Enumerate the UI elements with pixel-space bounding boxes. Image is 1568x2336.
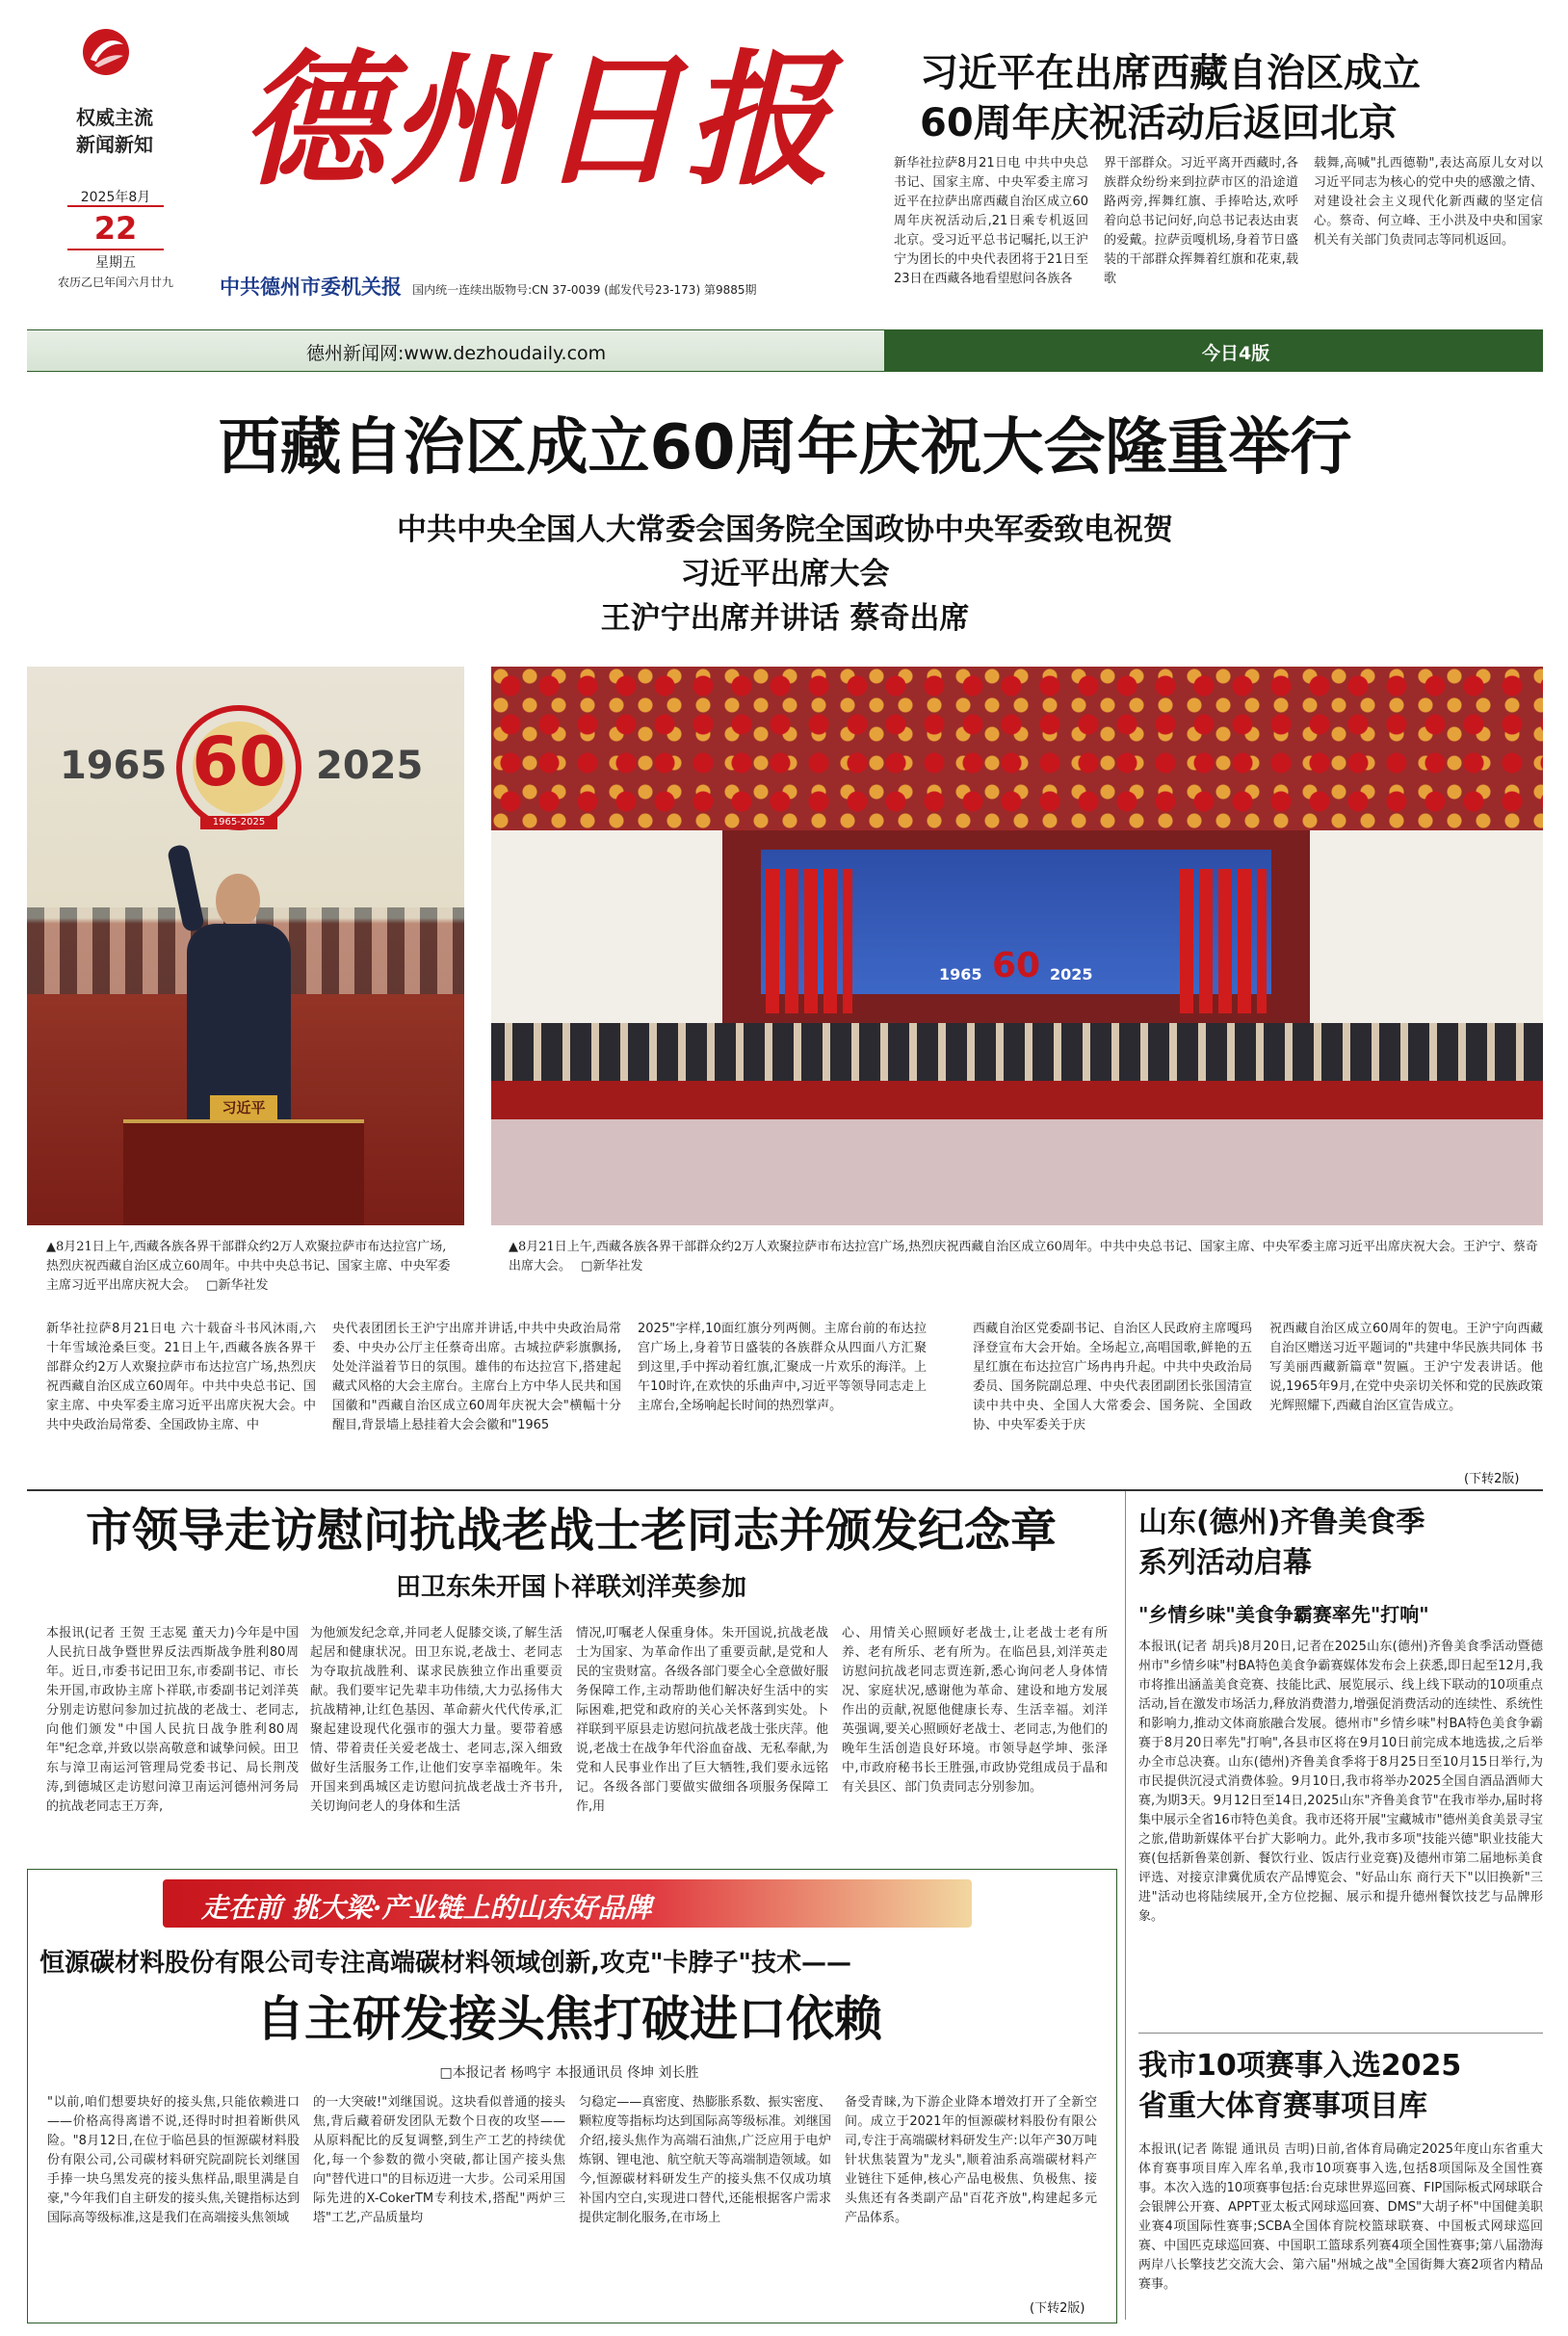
photo1-logo-years: 1965-2025 (212, 817, 266, 827)
lead-headline: 西藏自治区成立60周年庆祝大会隆重举行 (218, 412, 1352, 484)
website-band (27, 329, 1543, 372)
newspaper-logo-icon (81, 27, 131, 77)
lunar-date: 农历乙巳年闰六月廿九 (58, 276, 174, 289)
industry-col3: 匀稳定——真密度、热膨胀系数、振实密度、颗粒度等指标均达到国际高等级标准。刘继国介绍,接头焦作为高端石油焦,广泛应用于电炉炼钢、锂电池、航空航天等高端制造领域。如今,恒源碳材料研发生产的接头焦不仅成功填补国内空白,实现进口替代,还能根据客户需求提供定制化服务,在市场上 (579, 2095, 831, 2225)
lead-photo-speaker (27, 667, 464, 1225)
photo2-caption: ▲8月21日上午,西藏各族各界干部群众约2万人欢聚拉萨市布达拉宫广场,热烈庆祝西藏自治区成立60周年。中共中央总书记、国家主席、中央军委主席习近平出席庆祝大会。王沪宁、蔡奇出席大会。 (509, 1240, 1538, 1273)
industry-continued: (下转2版) (1030, 2301, 1085, 2316)
lead-photo-stage (491, 667, 1543, 1225)
veterans-subhead: 田卫东朱开国卜祥联刘洋英参加 (395, 1573, 746, 1602)
photo1-credit: □新华社发 (206, 1278, 269, 1293)
photo2-logo-number: 60 (992, 946, 1041, 985)
food-subhead: "乡情乡味"美食争霸赛率先"打响" (1138, 1603, 1429, 1626)
lead-body-col4: 西藏自治区党委副书记、自治区人民政府主席嘎玛泽登宣布大会开始。全场起立,高唱国歌,鲜艳的五星红旗在布达拉宫广场冉冉升起。中共中央政治局委员、国务院副总理、中央代表团副团长张国清宣读中共中央、全国人大常委会、国务院、全国政协、中央军委关于庆 (973, 1322, 1252, 1432)
industry-col2: 的一大突破!"刘继国说。这块看似普通的接头焦,背后藏着研发团队无数个日夜的攻坚——从原料配比的反复调整,到生产工艺的持续优化,每一个参数的微小突破,都让国产接头焦向"替代进口"的目标迈进一大步。公司采用国际先进的X-CokerTM专利技术,搭配"两炉三塔"工艺,产品质量均 (313, 2095, 565, 2225)
date-day: 22 (93, 210, 138, 247)
lead-subhead1: 中共中央全国人大常委会国务院全国政协中央军委致电祝贺 (397, 512, 1173, 547)
anniversary-logo-icon (171, 696, 306, 840)
food-body: 本报讯(记者 胡兵)8月20日,记者在2025山东(德州)齐鲁美食季活动暨德州市"乡情乡味"村BA特色美食争霸赛媒体发布会上获悉,即日起至12月,我市将推出涵盖美食竞赛、技能比武、展览展示、线上线下联动的10项重点活动,旨在激发市场活力,释放消费潜力,增强促消费活动的连续性、系统性和影响力,推动文体商旅融合发展。德州市"乡情乡味"村BA特色美食争霸赛于8月20日率先"打响",各县市区将在9月10日前完成本地选拔,之后举办全市总决赛。山东(德州)齐鲁美食季将于8月25日至10月15日举行,为市民提供沉浸式消费体验。9月10日,我市将举办2025全国自酒品酒师大赛,为期3天。9月12日至14日,2025山东"齐鲁美食节"在我市举办,届时将集中展示全省16市特色美食。我市还将开展"宝藏城市"德州美食美景寻宝之旅,借助新媒体平台扩大影响力。此外,我市多项"技能兴德"职业技能大赛(包括新鲁菜创新、餐饮行业、饭店行业竞赛)及德州市第二届地标美食评选、对接京津冀优质农产品博览会、"好品山东 商行天下"以旧换新"三进"活动也将陆续展开,全方位挖掘、展示和提升德州餐饮技艺与品牌形象。 (1138, 1640, 1543, 1924)
veterans-col2: 为他颁发纪念章,并同老人促膝交谈,了解生活起居和健康状况。田卫东说,老战士、老同志为夺取抗战胜利、谋求民族独立作出重要贡献。我们要牢记先辈丰功伟绩,大力弘扬伟大抗战精神,让红色基因、革命薪火代代传承,汇聚起建设现代化强市的强大力量。要带着感情、带着责任关爱老战士、老同志,深入细致做好生活服务工作,让他们安享幸福晚年。朱开国来到禹城区走访慰问抗战老战士齐书升,关切询问老人的身体和生活 (310, 1626, 562, 1814)
food-headline-line2: 系列活动启幕 (1138, 1546, 1312, 1580)
lead-body-col2: 央代表团团长王沪宁出席并讲话,中共中央政治局常委、中央办公厅主任蔡奇出席。古城拉萨彩旗飘扬,处处洋溢着节日的氛围。雄伟的布达拉宫下,搭建起藏式风格的大会主席台。主席台上方中华人民共和国国徽和"西藏自治区成立60周年庆祝大会"横幅十分醒目,背景墙上悬挂着大会会徽和"1965 (332, 1322, 621, 1432)
sports-headline-line1: 我市10项赛事入选2025 (1138, 2049, 1462, 2083)
publisher-name: 中共德州市委机关报 (220, 276, 402, 299)
speaker-nameplate: 习近平 (210, 1095, 277, 1120)
industry-byline: □本报记者 杨鸣宇 本报通讯员 佟坤 刘长胜 (439, 2065, 699, 2081)
lead-subhead2: 习近平出席大会 (680, 557, 890, 591)
industry-col1: "以前,咱们想要块好的接头焦,只能依赖进口——价格高得离谱不说,还得时时担着断供风险。"8月12日,在位于临邑县的恒源碳材料股份有限公司,公司碳材料研究院副院长刘继国手捧一块乌黑发亮的接头焦样品,眼里满是自豪,"今年我们自主研发的接头焦,关键指标达到国际高等级标准,这是我们在高端接头焦领域 (47, 2095, 300, 2225)
top-story-col1: 新华社拉萨8月21日电 中共中央总书记、国家主席、中央军委主席习近平在拉萨出席西藏自治区成立60周年庆祝活动后,21日乘专机返回北京。受习近平总书记嘱托,以王沪宁为团长的中央代表团将于21日至23日在西藏各地看望慰问各族各 (894, 156, 1088, 286)
lead-body-col3: 2025"字样,10面红旗分列两侧。主席台前的布达拉宫广场上,身着节日盛装的各族群众从四面八方汇聚到这里,手中挥动着红旗,汇聚成一片欢乐的海洋。上午10时许,在欢快的乐曲声中,习近平等领导同志走上主席台,全场响起长时间的热烈掌声。 (638, 1322, 927, 1413)
date-month: 2025年8月 (80, 190, 151, 205)
industry-kicker: 恒源碳材料股份有限公司专注高端碳材料领域创新,攻克"卡脖子"技术—— (39, 1949, 851, 1978)
lead-continued: (下转2版) (1464, 1472, 1520, 1486)
top-story-title-line1: 习近平在出席西藏自治区成立 (920, 51, 1421, 95)
industry-headline: 自主研发接头焦打破进口依赖 (256, 1991, 882, 2047)
lead-body-col1: 新华社拉萨8月21日电 六十载奋斗书风沐雨,六十年雪域沧桑巨变。21日上午,西藏各族各界干部群众约2万人欢聚拉萨市布达拉宫广场,热烈庆祝西藏自治区成立60周年。中共中央总书记、国家主席、中央军委主席习近平出席庆祝大会。中共中央政治局常委、全国政协主席、中 (46, 1322, 316, 1432)
food-headline-line1: 山东(德州)齐鲁美食季 (1138, 1506, 1425, 1539)
photo1-logo-number: 60 (192, 722, 286, 801)
photo1-year-right: 2025 (316, 744, 424, 788)
top-story-col3: 载舞,高喊"扎西德勒",表达高原儿女对以习近平同志为核心的党中央的感激之情、对建设社会主义现代化新西藏的坚定信心。蔡奇、何立峰、王小洪及中央和国家机关有关部门负责同志等同机返回。 (1314, 156, 1543, 248)
publication-codes: 国内统一连续出版物号:CN 37-0039 (邮发代号23-173) 第9885期 (412, 283, 757, 297)
top-story-title-line2: 60周年庆祝活动后返回北京 (920, 101, 1398, 145)
sports-headline-line2: 省重大体育赛事项目库 (1138, 2089, 1427, 2123)
paper-name: 德州日报 (241, 36, 835, 205)
veterans-col4: 心、用情关心照顾好老战士,让老战士老有所养、老有所乐、老有所为。在临邑县,刘洋英走访慰问抗战老同志贾连新,悉心询问老人身体情况、家庭状况,感谢他为革命、建设和地方发展作出的贡献,祝愿他健康长寿、生活幸福。刘洋英强调,要关心照顾好老战士、老同志,为他们的晚年生活创造良好环境。市领导赵学坤、张泽中,市政府秘书长王胜强,市政协党组成员于晶和有关县区、部门负责同志分别参加。 (842, 1626, 1108, 1795)
slogan-line1: 权威主流 (76, 106, 153, 129)
weekday: 星期五 (95, 255, 136, 271)
photo1-caption: ▲8月21日上午,西藏各族各界干部群众约2万人欢聚拉萨市布达拉宫广场,热烈庆祝西藏自治区成立60周年。中共中央总书记、国家主席、中央军委主席习近平出席庆祝大会。 (46, 1240, 451, 1293)
edition-count: 今日4版 (1202, 343, 1270, 364)
industry-col4: 备受青睐,为下游企业降本增效打开了全新空间。成立于2021年的恒源碳材料股份有限公司,专注于高端碳材料研发生产:以年产30万吨针状焦装置为"龙头",顺着油系高端碳材料产业链往下延伸,核心产品电极焦、负极焦、接头焦还有各类副产品"百花齐放",构建起多元产品体系。 (845, 2095, 1097, 2225)
industry-banner (163, 1879, 972, 1928)
slogan-line2: 新闻新知 (76, 133, 153, 156)
lead-body-col5: 祝西藏自治区成立60周年的贺电。王沪宁向西藏自治区赠送习近平题词的"共建中华民族共同体 书写美丽西藏新篇章"贺匾。王沪宁发表讲话。他说,1965年9月,在党中央亲切关怀和党的民族政策光辉照耀下,西藏自治区宣告成立。 (1269, 1322, 1543, 1413)
photo2-year-left: 1965 (939, 965, 982, 984)
industry-story-box (27, 1869, 1117, 2323)
veterans-col3: 情况,叮嘱老人保重身体。朱开国说,抗战老战士为国家、为革命作出了重要贡献,是党和人民的宝贵财富。各级各部门要全心全意做好服务保障工作,主动帮助他们解决好生活中的实际困难,把党和政府的关心关怀落到实处。卜祥联到平原县走访慰问抗战老战士张庆萍。他说,老战士在战争年代浴血奋战、无私奉献,为党和人民事业作出了巨大牺牲,我们要永远铭记。各级各部门要做实做细各项服务保障工作,用 (576, 1626, 828, 1814)
top-story-col2: 界干部群众。习近平离开西藏时,各族群众纷纷来到拉萨市区的沿途道路两旁,挥舞红旗、手捧哈达,欢呼着向总书记问好,向总书记表达由衷的爱戴。拉萨贡嘎机场,身着节日盛装的干部群众挥舞着红旗和花束,载歌 (1104, 156, 1298, 286)
photo1-year-left: 1965 (60, 744, 168, 788)
website-url[interactable]: 德州新闻网:www.dezhoudaily.com (306, 343, 607, 364)
photo2-year-right: 2025 (1050, 965, 1093, 984)
veterans-headline: 市领导走访慰问抗战老战士老同志并颁发纪念章 (85, 1504, 1057, 1558)
sports-body: 本报讯(记者 陈锟 通讯员 吉明)日前,省体育局确定2025年度山东省重大体育赛事项目库入库名单,我市10项赛事入选,包括8项国际及全国性赛事。本次入选的10项赛事包括:台克球世界巡回赛、FIP国际板式网球联合会银牌公开赛、APPT亚太板式网球巡回赛、DMS"大胡子杯"中国健美职业赛4项国际性赛事;SCBA全国体育院校篮球联赛、中国板式网球巡回赛、中国匹克球巡回赛、中国职工篮球系列赛4项全国性赛事;第八届渤海两岸八长擎技艺交流大会、第六届"州城之战"全国街舞大赛2项省内精品赛事。 (1138, 2142, 1543, 2292)
veterans-col1: 本报讯(记者 王贺 王志冕 董天力)今年是中国人民抗日战争暨世界反法西斯战争胜利80周年。近日,市委书记田卫东,市委副书记、市长朱开国,市政协主席卜祥联,市委副书记刘洋英分别走访慰问参加过抗战的老战士、老同志,向他们颁发"中国人民抗日战争胜利80周年"纪念章,并致以崇高敬意和诚挚问候。田卫东与漳卫南运河管理局党委书记、局长荆茂涛,到德城区走访慰问漳卫南运河德州河务局的抗战老同志王万奔, (46, 1626, 299, 1814)
industry-banner-text: 走在前 挑大梁·产业链上的山东好品牌 (201, 1892, 652, 1924)
lead-subhead3: 王沪宁出席并讲话 蔡奇出席 (600, 601, 970, 636)
photo2-credit: □新华社发 (581, 1259, 643, 1273)
